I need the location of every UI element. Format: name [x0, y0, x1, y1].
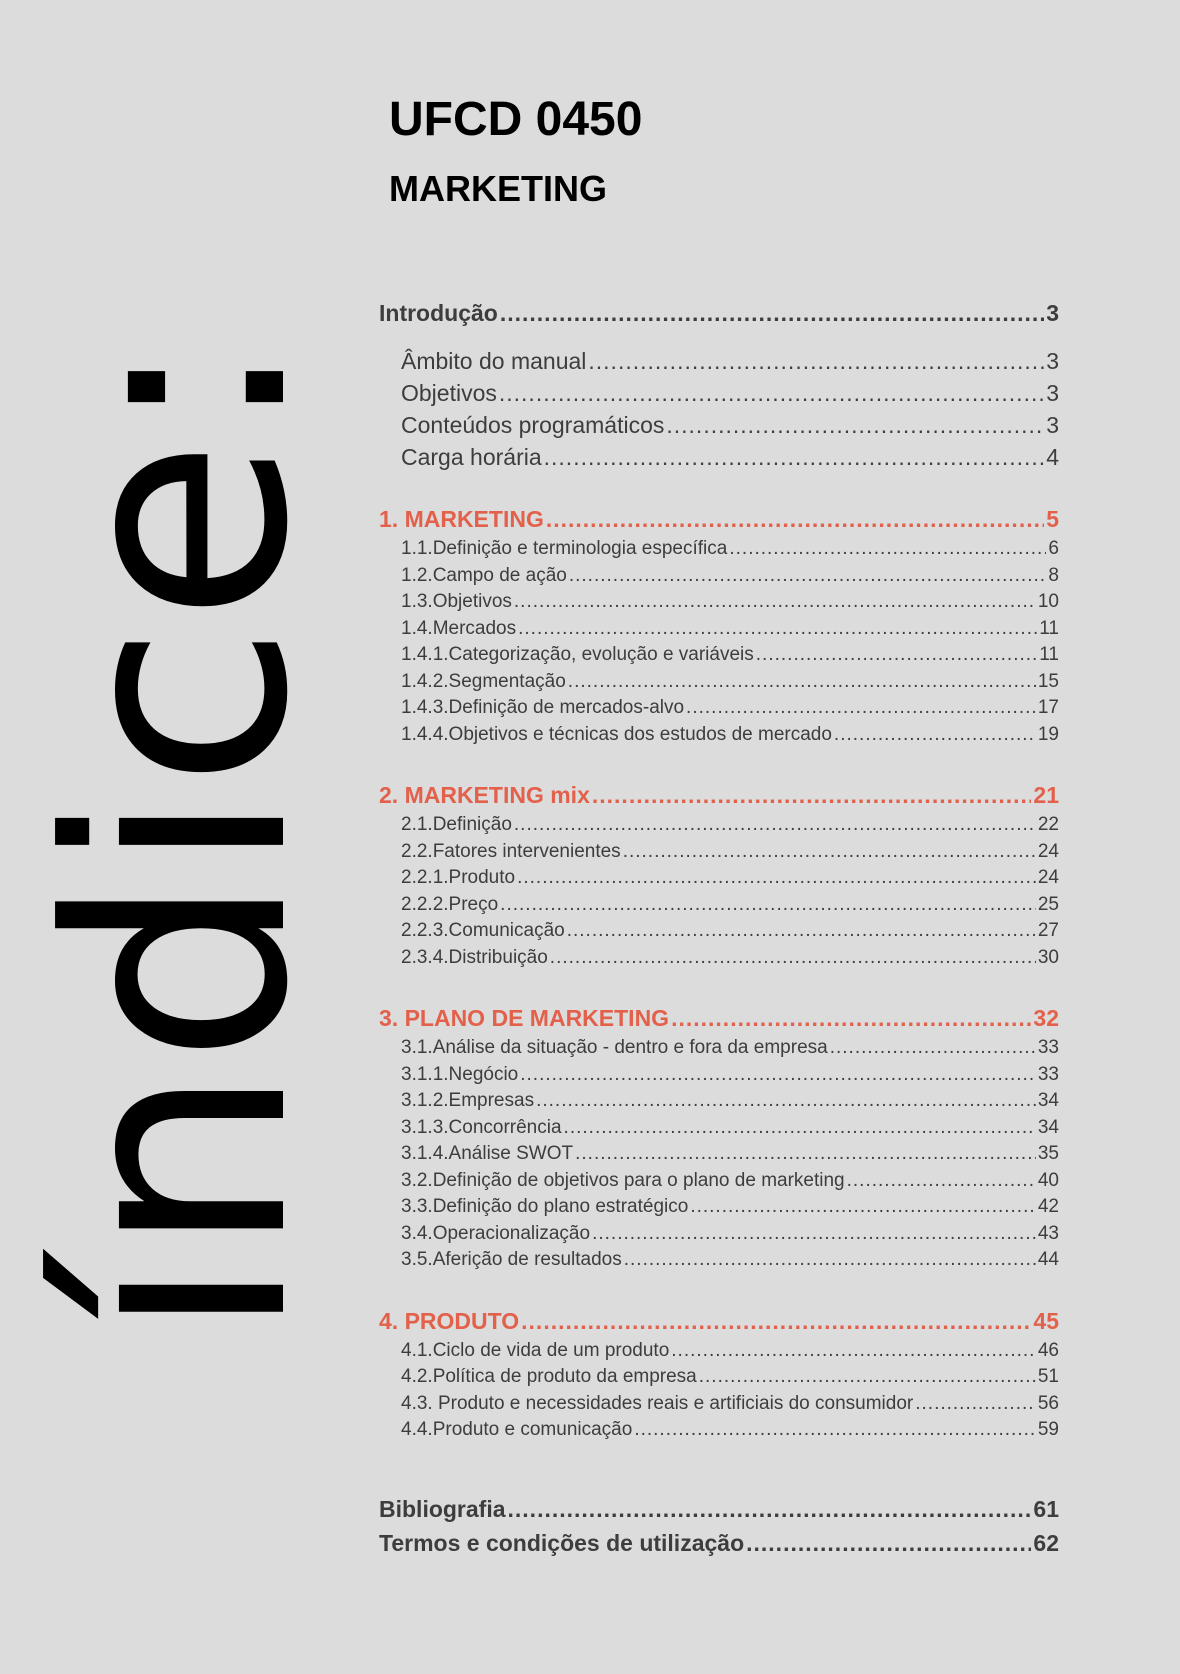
toc-item-label: 1.4.1.Categorização, evolução e variáveis: [401, 644, 754, 665]
dot-leader: [623, 841, 1036, 863]
toc-entry-page: 3: [1046, 412, 1059, 438]
dot-leader: [564, 1117, 1036, 1139]
toc-entry-page: 4: [1046, 444, 1059, 470]
dot-leader: [517, 867, 1036, 889]
toc-item-page: 34: [1037, 1116, 1059, 1138]
document-header: [389, 92, 642, 210]
toc-item-page: 22: [1037, 814, 1059, 835]
toc-chapter-label: 1. MARKETING: [379, 506, 544, 532]
toc-item-label: 2.1.Definição: [401, 814, 512, 835]
toc-chapter-page: 32: [1033, 1005, 1059, 1031]
dot-leader: [546, 506, 1044, 533]
toc-item-page: 51: [1037, 1366, 1059, 1387]
toc-item-label: 3.5.Aferição de resultados: [401, 1249, 622, 1270]
toc-item[interactable]: [379, 565, 1059, 592]
toc-item[interactable]: [379, 814, 1059, 841]
toc-entry-page: 61: [1033, 1495, 1059, 1522]
toc-item-page: 34: [1037, 1090, 1059, 1111]
toc-item-label: 3.2.Definição de objetivos para o plano de marketing: [401, 1169, 845, 1191]
toc-chapter-1[interactable]: [379, 506, 1059, 538]
toc-item-label: 2.2.Fatores intervenientes: [401, 840, 621, 862]
toc-item[interactable]: [379, 1366, 1059, 1393]
toc-entry-label: Bibliografia: [379, 1495, 506, 1522]
table-of-contents: [379, 300, 1059, 1564]
toc-item-page: 17: [1037, 697, 1059, 718]
toc-entry-termos[interactable]: [379, 1530, 1059, 1564]
toc-chapter-4[interactable]: [379, 1308, 1059, 1340]
dot-leader: [756, 644, 1038, 666]
toc-item-page: 24: [1037, 867, 1059, 888]
dot-leader: [569, 565, 1047, 587]
toc-item-page: 25: [1037, 893, 1059, 915]
toc-chapter-label: 2. MARKETING mix: [379, 782, 590, 808]
dot-leader: [521, 1308, 1031, 1335]
toc-item[interactable]: [379, 1419, 1059, 1446]
dot-leader: [500, 894, 1036, 916]
dot-leader: [567, 920, 1036, 942]
dot-leader: [671, 1340, 1036, 1362]
dot-leader: [915, 1393, 1036, 1415]
toc-item-label: 3.3.Definição do plano estratégico: [401, 1196, 689, 1217]
dot-leader: [634, 1419, 1036, 1441]
dot-leader: [568, 671, 1036, 693]
toc-item[interactable]: [379, 1223, 1059, 1250]
toc-entry-objetivos[interactable]: [379, 380, 1059, 412]
toc-item[interactable]: [379, 1393, 1059, 1420]
toc-chapter-2[interactable]: [379, 782, 1059, 814]
dot-leader: [666, 412, 1044, 439]
dot-leader: [592, 1223, 1036, 1245]
toc-item-page: 30: [1037, 946, 1059, 968]
dot-leader: [508, 1496, 1032, 1523]
toc-item-page: 59: [1037, 1419, 1059, 1440]
toc-item[interactable]: [379, 697, 1059, 724]
toc-item-label: 2.3.4.Distribuição: [401, 946, 548, 968]
toc-item-page: 19: [1037, 723, 1059, 745]
dot-leader: [686, 697, 1036, 719]
dot-leader: [520, 1064, 1036, 1086]
toc-item[interactable]: [379, 1196, 1059, 1223]
toc-item-page: 11: [1039, 644, 1059, 665]
toc-entry-page: 62: [1033, 1529, 1059, 1556]
toc-item-label: 4.3. Produto e necessidades reais e artificiais do consumidor: [401, 1392, 914, 1414]
toc-item[interactable]: [379, 1170, 1059, 1197]
toc-item-label: 3.1.1.Negócio: [401, 1063, 519, 1085]
dot-leader: [729, 538, 1046, 560]
toc-item-label: 2.2.3.Comunicação: [401, 920, 565, 941]
dot-leader: [830, 1037, 1036, 1059]
dot-leader: [690, 1196, 1036, 1218]
toc-item-label: 4.1.Ciclo de vida de um produto: [401, 1339, 670, 1361]
toc-item-page: 35: [1037, 1143, 1059, 1164]
toc-item-label: 4.4.Produto e comunicação: [401, 1419, 633, 1440]
dot-leader: [746, 1530, 1031, 1557]
toc-entry-label: Introdução: [379, 300, 498, 326]
toc-item-label: 1.2.Campo de ação: [401, 564, 567, 586]
toc-item[interactable]: [379, 1249, 1059, 1276]
course-subtitle: MARKETING: [389, 168, 607, 209]
dot-leader: [847, 1170, 1036, 1192]
toc-item[interactable]: [379, 724, 1059, 751]
dot-leader: [834, 724, 1036, 746]
toc-item-label: 3.1.2.Empresas: [401, 1090, 535, 1111]
index-title: índice:: [5, 335, 354, 1340]
toc-item-page: 46: [1037, 1339, 1059, 1361]
toc-item-page: 8: [1048, 564, 1059, 586]
toc-item-label: 1.4.4.Objetivos e técnicas dos estudos de mercado: [401, 723, 832, 745]
toc-chapter-page: 5: [1046, 506, 1059, 532]
toc-item-label: 2.2.2.Preço: [401, 893, 499, 915]
toc-item[interactable]: [379, 867, 1059, 894]
toc-item[interactable]: [379, 1037, 1059, 1064]
dot-leader: [518, 618, 1037, 640]
dot-leader: [544, 444, 1045, 471]
toc-item-page: 33: [1037, 1037, 1059, 1058]
dot-leader: [575, 1143, 1036, 1165]
toc-item-label: 4.2.Política de produto da empresa: [401, 1366, 697, 1387]
toc-entry-label: Carga horária: [401, 444, 542, 470]
toc-entry-ambito[interactable]: [379, 348, 1059, 380]
dot-leader: [500, 300, 1044, 327]
toc-item[interactable]: [379, 538, 1059, 565]
toc-item-page: 27: [1037, 920, 1059, 941]
dot-leader: [536, 1090, 1036, 1112]
toc-entry-carga-horaria[interactable]: [379, 444, 1059, 476]
toc-entry-label: Conteúdos programáticos: [401, 412, 665, 438]
toc-item-label: 3.4.Operacionalização: [401, 1222, 591, 1244]
toc-entry-bibliografia[interactable]: [379, 1496, 1059, 1530]
toc-entry-label: Objetivos: [401, 380, 497, 406]
toc-item[interactable]: [379, 947, 1059, 974]
dot-leader: [514, 814, 1036, 836]
toc-item[interactable]: [379, 591, 1059, 618]
toc-item-label: 1.4.2.Segmentação: [401, 670, 566, 692]
toc-item[interactable]: [379, 894, 1059, 921]
toc-entry-page: 3: [1046, 348, 1059, 374]
toc-item-page: 15: [1037, 670, 1059, 692]
toc-item[interactable]: [379, 671, 1059, 698]
toc-item-label: 3.1.Análise da situação - dentro e fora da empresa: [401, 1037, 828, 1058]
dot-leader: [499, 380, 1044, 407]
toc-chapter-label: 4. PRODUTO: [379, 1307, 520, 1334]
toc-item-page: 11: [1039, 617, 1059, 639]
toc-item[interactable]: [379, 1340, 1059, 1367]
toc-entry-label: Âmbito do manual: [401, 348, 587, 374]
toc-item-label: 1.4.Mercados: [401, 617, 517, 639]
toc-entry-label: Termos e condições de utilização: [379, 1529, 745, 1556]
toc-item-label: 3.1.3.Concorrência: [401, 1116, 562, 1138]
toc-item[interactable]: [379, 618, 1059, 645]
toc-item-page: 43: [1037, 1222, 1059, 1244]
toc-item-page: 10: [1037, 591, 1059, 612]
toc-item[interactable]: [379, 644, 1059, 671]
toc-item[interactable]: [379, 1090, 1059, 1117]
toc-item-label: 1.4.3.Definição de mercados-alvo: [401, 697, 685, 718]
toc-item-label: 2.2.1.Produto: [401, 867, 516, 888]
toc-item-page: 24: [1037, 840, 1059, 862]
toc-chapter-page: 21: [1033, 782, 1059, 808]
toc-entry-conteudos[interactable]: [379, 412, 1059, 444]
toc-item[interactable]: [379, 841, 1059, 868]
toc-item-page: 42: [1037, 1196, 1059, 1217]
toc-item-page: 6: [1048, 538, 1059, 559]
dot-leader: [592, 782, 1032, 809]
toc-item-label: 3.1.4.Análise SWOT: [401, 1143, 574, 1164]
toc-chapter-label: 3. PLANO DE MARKETING: [379, 1005, 670, 1031]
dot-leader: [624, 1249, 1036, 1271]
dot-leader: [514, 591, 1036, 613]
toc-entry-page: 3: [1046, 380, 1059, 406]
toc-item-label: 1.1.Definição e terminologia específica: [401, 538, 728, 559]
toc-entry-introducao[interactable]: [379, 300, 1059, 334]
toc-item[interactable]: [379, 1143, 1059, 1170]
dot-leader: [699, 1366, 1036, 1388]
toc-item[interactable]: [379, 1117, 1059, 1144]
dot-leader: [550, 947, 1036, 969]
dot-leader: [588, 348, 1044, 375]
toc-item-page: 44: [1037, 1249, 1059, 1270]
dot-leader: [671, 1005, 1031, 1032]
toc-item[interactable]: [379, 1064, 1059, 1091]
toc-item[interactable]: [379, 920, 1059, 947]
toc-item-page: 56: [1037, 1392, 1059, 1414]
toc-item-label: 1.3.Objetivos: [401, 591, 512, 612]
toc-chapter-page: 45: [1033, 1307, 1059, 1334]
toc-entry-page: 3: [1046, 300, 1059, 326]
course-code: UFCD 0450: [389, 93, 643, 146]
toc-item-page: 33: [1037, 1063, 1059, 1085]
toc-chapter-3[interactable]: [379, 1005, 1059, 1037]
toc-item-page: 40: [1037, 1169, 1059, 1191]
